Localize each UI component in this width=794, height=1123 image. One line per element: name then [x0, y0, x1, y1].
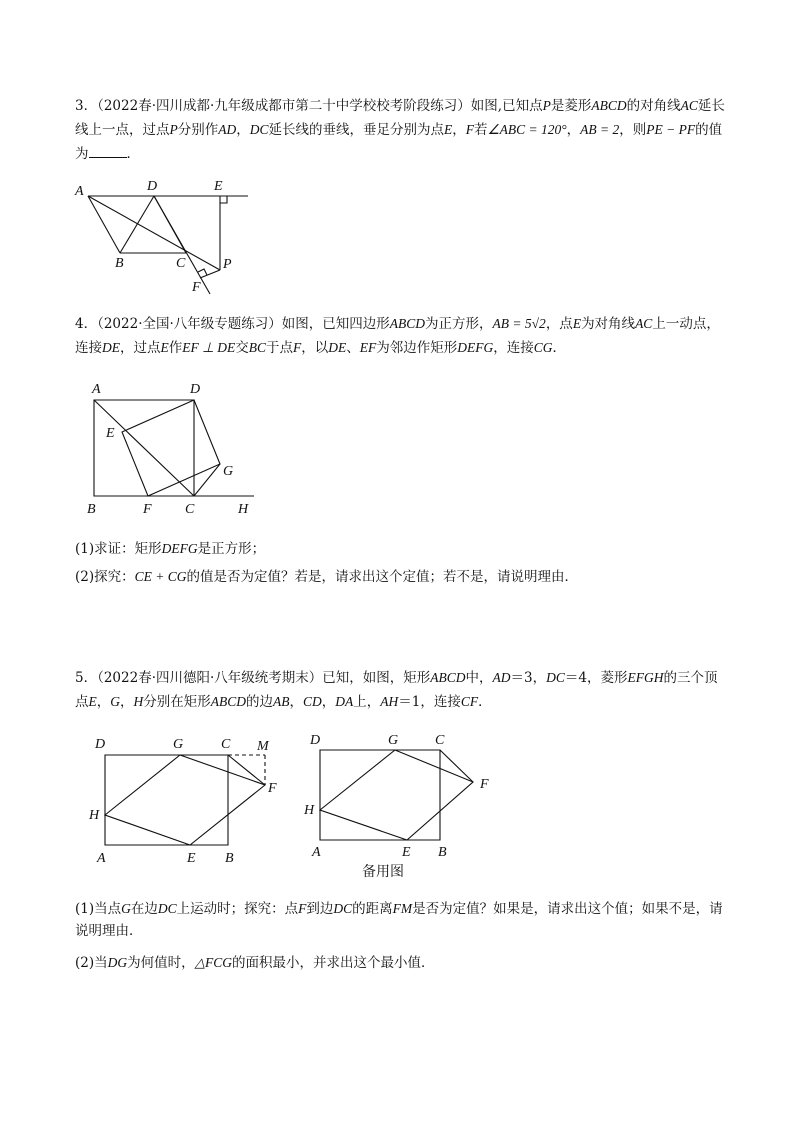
label-h: H	[89, 808, 100, 823]
diagonal-ap	[88, 196, 220, 270]
q4-part1	[75, 538, 725, 560]
q4-ab: AB = 5√2	[492, 316, 546, 331]
q4-part2-a: (2)探究：	[75, 569, 135, 585]
q5-part2-dg: DG	[107, 955, 128, 970]
q5-part2-b: 为何值时，	[127, 955, 195, 971]
q5-part1-c: 上运动时；探究：点	[176, 901, 299, 917]
q4-text	[75, 312, 725, 360]
q3-text	[75, 94, 725, 166]
q5-eq3: ＝1，连接	[398, 694, 461, 710]
q5-text	[75, 666, 725, 714]
q5-var-abcd2: ABCD	[210, 694, 246, 709]
q3-var-f: F	[465, 122, 475, 137]
q5-number: 5．	[75, 670, 98, 686]
q4-text-j: ，以	[301, 340, 329, 356]
q4-var-abcd: ABCD	[389, 316, 426, 331]
label-a: A	[312, 845, 321, 860]
q5-figure-2	[300, 730, 500, 885]
q5-var-g: G	[110, 694, 120, 709]
q5-text-a: 已知，如图，矩形	[322, 670, 431, 686]
right-angle-mark-e	[220, 196, 227, 203]
q4-part1-b: DEFG	[161, 541, 198, 556]
q3-figure	[70, 178, 260, 298]
q4-text-e: 上一动点，连接	[75, 316, 720, 356]
q4-text-i: 于点	[266, 340, 294, 356]
q5-var-ah: AH	[380, 694, 399, 709]
q3-angle: ∠ABC = 120°	[487, 122, 567, 137]
q5-part1-b: 在边	[130, 901, 158, 917]
q5-var-efgh: EFGH	[627, 670, 664, 685]
q5-var-da: DA	[335, 694, 354, 709]
label-e: E	[187, 851, 196, 866]
q3-var-ad: AD	[218, 122, 237, 137]
q3-text-c: 的对角线	[626, 98, 681, 114]
q3-text-a: 如图,已知点	[470, 98, 543, 114]
q5-part2-tri: △FCG	[194, 955, 233, 970]
q5-part2-c: 的面积最小，并求出这个最小值．	[232, 955, 435, 971]
segment-cf	[440, 750, 473, 782]
q5-figure-1	[85, 733, 285, 868]
label-f: F	[268, 781, 277, 796]
q3-text-i: 的值为	[75, 122, 723, 162]
q4-text-g: 作	[168, 340, 183, 356]
label-d: D	[310, 733, 321, 748]
label-d: D	[147, 179, 158, 194]
label-a: A	[75, 184, 84, 199]
q5-part1-e: 的距离	[352, 901, 393, 917]
q4-part1-c: 是正方形；	[197, 541, 266, 557]
q5-eq1: ＝3，	[510, 670, 547, 686]
q4-text-h: 交	[235, 340, 249, 356]
label-b: B	[115, 256, 124, 271]
q3-var-e: E	[444, 122, 453, 137]
q5-part1-f: F	[298, 901, 307, 916]
q3-text-g: 若	[474, 122, 488, 138]
perp-pf	[200, 270, 220, 278]
q5-end: ．	[478, 694, 492, 710]
q5-eq2: ＝4，菱形	[564, 670, 628, 686]
q5-var-h: H	[133, 694, 144, 709]
q5-part2	[75, 952, 725, 974]
q4-var-f: F	[293, 340, 302, 355]
q5-part1-fm: FM	[392, 901, 413, 916]
q4-var-e2: E	[160, 340, 169, 355]
q3-comma1: ，	[236, 122, 250, 138]
q5-part1	[75, 898, 725, 942]
q3-end: ．	[126, 146, 140, 162]
q4-figure	[80, 378, 270, 518]
q4-var-defg: DEFG	[457, 340, 494, 355]
q5-text-d: 分别在矩形	[143, 694, 211, 710]
q4-dot: 、	[346, 340, 360, 356]
q4-text-b: 为正方形，	[425, 316, 493, 332]
q4-text-l: ，连接	[493, 340, 534, 356]
q5-text-c: 的三个顶点	[75, 670, 718, 710]
label-h: H	[238, 502, 249, 517]
q5-c2: ，	[120, 694, 134, 710]
label-g: G	[388, 733, 399, 748]
q3-var-ac: AC	[680, 98, 698, 113]
q5-part1-d: 到边	[306, 901, 334, 917]
q3-text-b: 是菱形	[550, 98, 592, 114]
q5-var-abcd: ABCD	[430, 670, 466, 685]
label-m: M	[257, 739, 269, 754]
q3-comma2: ，	[452, 122, 466, 138]
q4-var-bc: BC	[248, 340, 267, 355]
label-c: C	[176, 256, 186, 271]
rhombus-efgh	[105, 755, 265, 845]
diagonal-ac	[94, 400, 194, 496]
q4-var-cg: CG	[533, 340, 553, 355]
q3-var-p2: P	[169, 122, 178, 137]
q5-text-f: 上，	[353, 694, 381, 710]
label-a: A	[92, 382, 101, 397]
side-ad-left	[120, 196, 154, 253]
q4-perp: EF ⊥ DE	[182, 340, 236, 355]
label-g: G	[173, 737, 184, 752]
q5-var-dc: DC	[546, 670, 565, 685]
q4-text-a: 如图，已知四边形	[281, 316, 390, 332]
q5-part2-a: (2)当	[75, 955, 108, 971]
rhombus-efgh	[320, 750, 473, 840]
label-f: F	[143, 502, 152, 517]
q4-part2	[75, 566, 725, 588]
label-d: D	[95, 737, 106, 752]
label-g: G	[223, 464, 234, 479]
label-b: B	[225, 851, 234, 866]
q3-text-h: ，则	[619, 122, 647, 138]
q3-source: （2022春·四川成都·九年级成都市第二十中学校校考阶段练习）	[97, 98, 471, 114]
label-b: B	[87, 502, 96, 517]
q4-part2-b: CE + CG	[134, 569, 187, 584]
q4-var-de2: DE	[328, 340, 347, 355]
q5-part1-dc2: DC	[333, 901, 353, 916]
label-c: C	[185, 502, 195, 517]
q5-c3: ，	[289, 694, 303, 710]
q4-text-c: ，点	[545, 316, 573, 332]
label-e: E	[214, 179, 223, 194]
q5-part1-tail: 是否为定值？如果是，请求出这个值；如果不是，请说明理由．	[75, 901, 723, 939]
label-h: H	[304, 803, 315, 818]
label-c: C	[435, 733, 445, 748]
q4-text-k: 为邻边作矩形	[376, 340, 458, 356]
q3-number: 3．	[75, 98, 98, 114]
q4-part1-a: (1)求证：矩形	[75, 541, 162, 557]
q3-var-abcd: ABCD	[591, 98, 627, 113]
label-c: C	[221, 737, 231, 752]
q4-text-f: ，过点	[120, 340, 161, 356]
q3-expr: PE − PF	[646, 122, 696, 137]
q3-text-d: 延长线上一点，过点	[75, 98, 725, 138]
q4-text-d: 为对角线	[581, 316, 636, 332]
q5-c1: ，	[96, 694, 111, 710]
q4-var-de: DE	[102, 340, 120, 355]
label-d: D	[190, 382, 201, 397]
q5-text-b: 中，	[465, 670, 493, 686]
q5-var-ab: AB	[273, 694, 290, 709]
q5-part1-g: G	[121, 901, 131, 916]
q3-var-dc: DC	[249, 122, 269, 137]
label-a: A	[97, 851, 106, 866]
segment-cg	[194, 464, 220, 496]
q4-var-ac: AC	[635, 316, 653, 331]
extension-dcf	[154, 196, 210, 294]
q5-c4: ，	[321, 694, 336, 710]
q3-text-e: 分别作	[177, 122, 219, 138]
q5-source: （2022春·四川德阳·八年级统考期末）	[97, 670, 323, 686]
q4-var-e: E	[572, 316, 582, 331]
right-angle-mark-f	[198, 269, 207, 275]
label-e: E	[106, 426, 115, 441]
q3-ab: AB = 2	[580, 122, 620, 137]
label-f: F	[480, 777, 489, 792]
q4-part2-c: 的值是否为定值？若是，请求出这个定值；若不是，请说明理由．	[186, 569, 578, 585]
q5-var-ad: AD	[492, 670, 511, 685]
label-f: F	[192, 280, 201, 295]
segment-cf	[228, 755, 265, 785]
q5-part1-dc: DC	[157, 901, 177, 916]
q5-part1-a: (1)当点	[75, 901, 122, 917]
q5-text-e: 的边	[246, 694, 273, 710]
label-b: B	[438, 845, 447, 860]
q5-var-e: E	[88, 694, 97, 709]
q3-text-f: 延长线的垂线，垂足分别为点	[268, 122, 445, 138]
q3-comma3: ，	[566, 122, 581, 138]
answer-blank[interactable]	[89, 143, 127, 158]
label-e: E	[402, 845, 411, 860]
q4-source: （2022·全国·八年级专题练习）	[97, 316, 282, 332]
q4-var-ef: EF	[359, 340, 377, 355]
figure-caption: 备用图	[362, 864, 404, 880]
q4-end: ．	[552, 340, 567, 356]
q3-var-p: P	[542, 98, 551, 113]
q5-var-cf: CF	[460, 694, 479, 709]
label-p: P	[223, 257, 232, 272]
q5-var-cd: CD	[303, 694, 322, 709]
q4-number: 4．	[75, 316, 98, 332]
